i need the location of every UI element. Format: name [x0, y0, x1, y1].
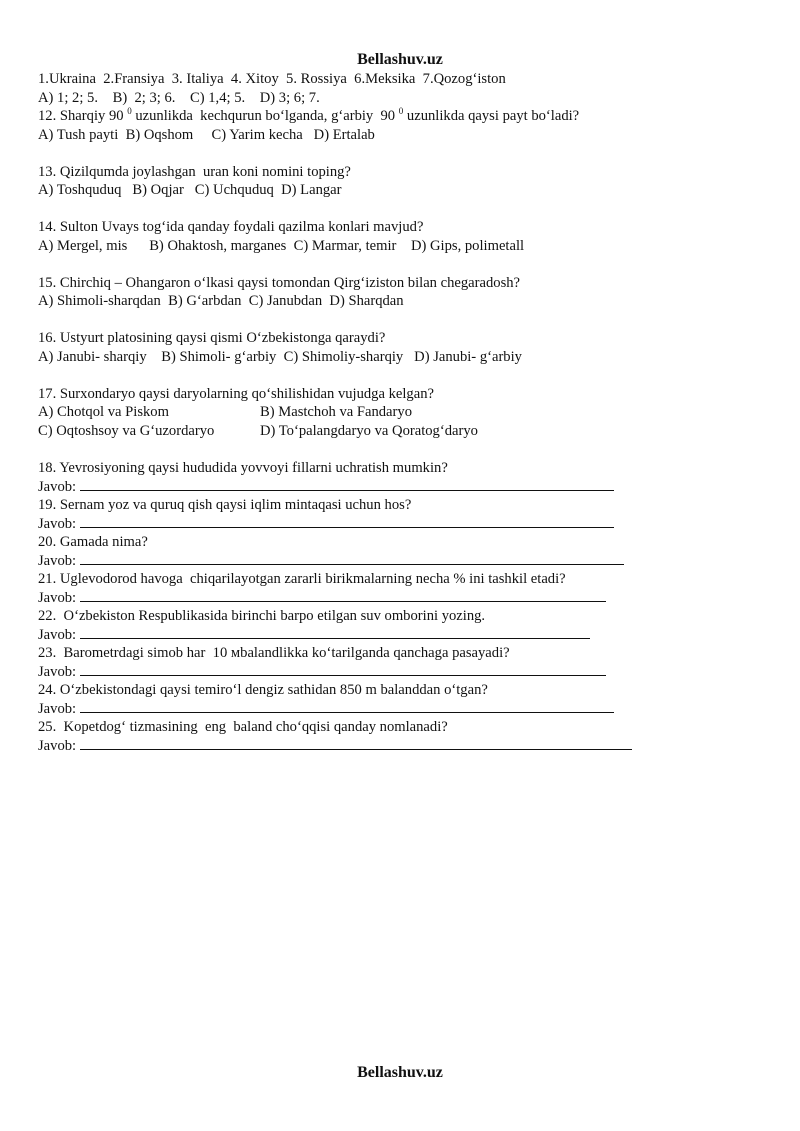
q18-answer-line[interactable]: [80, 477, 614, 491]
q17-options-row2: [38, 422, 778, 441]
answer-label: Javob:: [38, 479, 77, 495]
q17-options-row1: [38, 403, 778, 422]
page-header-site: Bellashuv.uz: [357, 51, 443, 68]
q23-answer: [38, 662, 778, 681]
q17-option-b: B) Mastchoh va Fandaryo: [260, 404, 412, 420]
q13-options: A) Toshquduq B) Oqjar C) Uchquduq D) Langar: [38, 182, 342, 198]
q17-option-c: C) Oqtoshsoy va G‘uzordaryo: [38, 422, 215, 439]
worksheet-content: [38, 70, 778, 755]
q20-answer-line[interactable]: [80, 551, 624, 565]
q12-part3: uzunlikda qaysi payt bo‘ladi?: [403, 108, 580, 124]
degree-sign: 0: [127, 106, 132, 117]
q15-options: A) Shimoli-sharqdan B) G‘arbdan C) Janubdan D) Sharqdan: [38, 293, 404, 309]
q22-answer: [38, 625, 778, 644]
q22-question: 22. O‘zbekiston Respublikasida birinchi barpo etilgan suv omborini yozing.: [38, 607, 486, 624]
answer-label: Javob:: [38, 738, 77, 754]
q25-answer-line[interactable]: [80, 736, 632, 750]
q23-answer-line[interactable]: [80, 662, 606, 676]
q21-question: 21. Uglevodorod havoga chiqarilayotgan zararli birikmalarning necha % ini tashkil etadi?: [38, 570, 566, 587]
q21-answer: [38, 588, 778, 607]
q16-options: A) Janubi- sharqiy B) Shimoli- g‘arbiy C) Shimoliy-sharqiy D) Janubi- g‘arbiy: [38, 348, 522, 365]
q12-part2: uzunlikda kechqurun bo‘lganda, g‘arbiy 90: [131, 108, 399, 124]
q20-question: 20. Gamada nima?: [38, 533, 148, 550]
q12-part1: 12. Sharqiy 90: [38, 108, 128, 124]
q17-option-d: D) To‘palangdaryo va Qoratog‘daryo: [260, 422, 478, 439]
q22-answer-line[interactable]: [80, 625, 590, 639]
q17-question: 17. Surxondaryo qaysi daryolarning qo‘shilishidan vujudga kelgan?: [38, 385, 434, 402]
q15-question: 15. Chirchiq – Ohangaron o‘lkasi qaysi tomondan Qirg‘iziston bilan chegaradosh?: [38, 274, 521, 291]
q12-options: A) Tush payti B) Oqshom C) Yarim kecha D) Ertalab: [38, 126, 375, 143]
answer-label: Javob:: [38, 516, 77, 532]
page-footer-site: Bellashuv.uz: [357, 1064, 443, 1081]
q11-options: A) 1; 2; 5. B) 2; 3; 6. C) 1,4; 5. D) 3; 6; 7.: [38, 89, 320, 106]
q13-question: 13. Qizilqumda joylashgan uran koni nomini toping?: [38, 163, 351, 180]
q24-question: 24. O‘zbekistondagi qaysi temiro‘l dengiz sathidan 850 m balanddan o‘tgan?: [38, 681, 488, 698]
q12-question: [38, 107, 778, 126]
q18-question: 18. Yevrosiyoning qaysi hududida yovvoyi fillarni uchratish mumkin?: [38, 459, 448, 476]
q17-option-a: A) Chotqol va Piskom: [38, 404, 169, 420]
q21-answer-line[interactable]: [80, 588, 606, 602]
q16-question: 16. Ustyurt platosining qaysi qismi O‘zbekistonga qaraydi?: [38, 330, 386, 346]
answer-label: Javob:: [38, 590, 77, 606]
q19-answer-line[interactable]: [80, 514, 614, 528]
answer-label: Javob:: [38, 553, 77, 569]
answer-label: Javob:: [38, 701, 77, 717]
answer-label: Javob:: [38, 664, 77, 680]
q14-question: 14. Sulton Uvays tog‘ida qanday foydali qazilma konlari mavjud?: [38, 219, 424, 235]
q19-answer: [38, 514, 778, 533]
answer-label: Javob:: [38, 627, 77, 643]
q24-answer: [38, 699, 778, 718]
q19-question: 19. Sernam yoz va quruq qish qaysi iqlim mintaqasi uchun hos?: [38, 496, 412, 513]
q18-answer: [38, 477, 778, 496]
q25-answer: [38, 736, 778, 755]
q14-options: A) Mergel, mis B) Ohaktosh, marganes C) Marmar, temir D) Gips, polimetall: [38, 237, 525, 254]
q20-answer: [38, 551, 778, 570]
q11-countries: 1.Ukraina 2.Fransiya 3. Italiya 4. Xitoy 5. Rossiya 6.Meksika 7.Qozog‘iston: [38, 71, 506, 87]
q25-question: 25. Kopetdog‘ tizmasining eng baland cho‘qqisi qanday nomlanadi?: [38, 718, 448, 735]
q24-answer-line[interactable]: [80, 699, 614, 713]
q23-question: 23. Barometrdagi simob har 10 мbalandlikka ko‘tarilganda qanchaga pasayadi?: [38, 644, 510, 661]
degree-sign: 0: [398, 106, 404, 117]
